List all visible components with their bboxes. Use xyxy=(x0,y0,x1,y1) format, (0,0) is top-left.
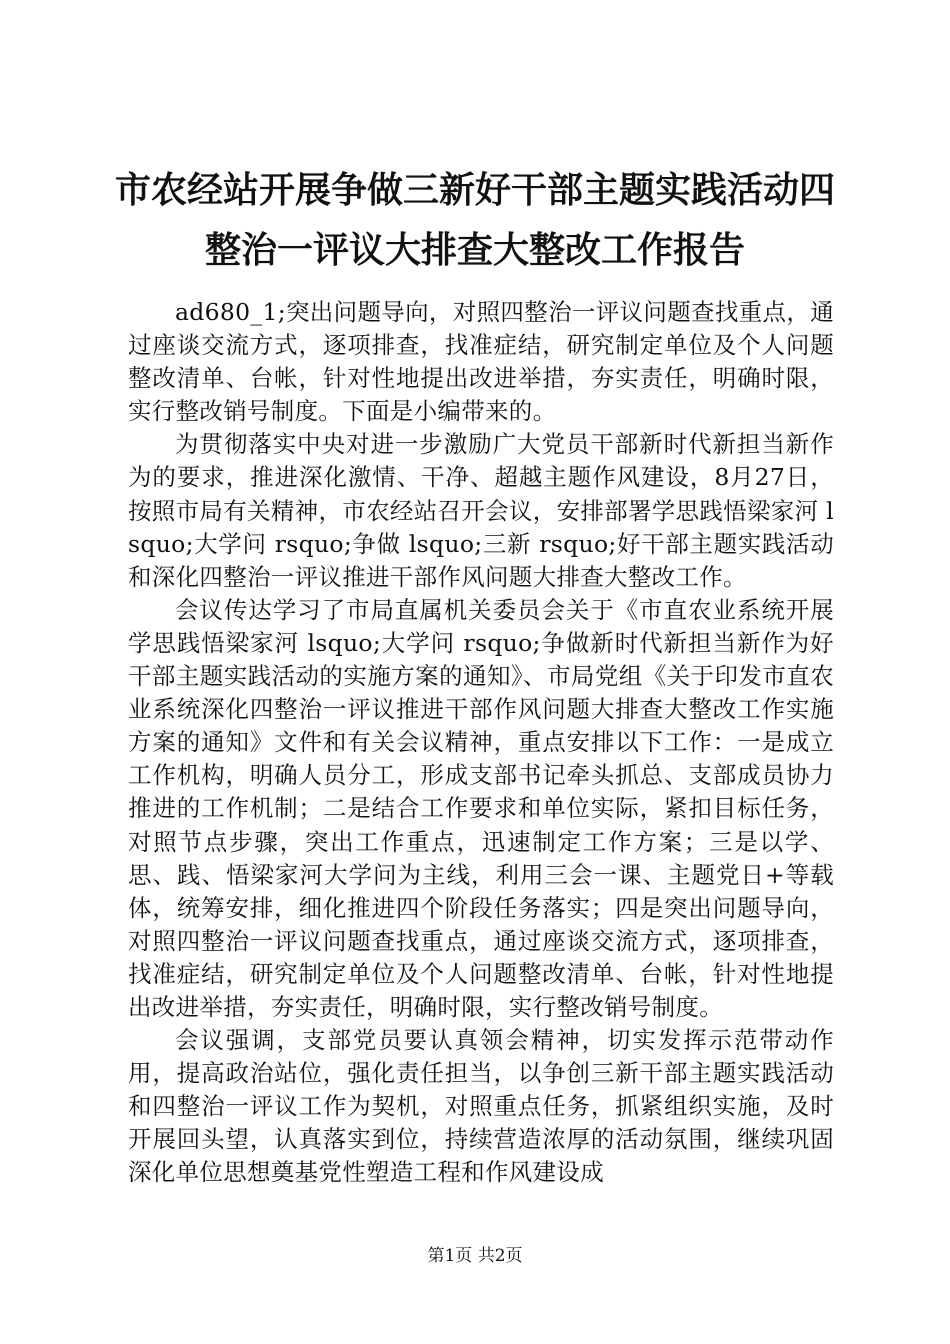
paragraph-background: 为贯彻落实中央对进一步激励广大党员干部新时代新担当新作为的要求，推进深化激情、干净、超越主题作风建设，8月27日，按照市局有关精神，市农经站召开会议，安排部署学思践悟梁家河 lsquo;大学问 rsquo;争做 lsquo;三新 rsquo;好干部主题实践活动和深化四整治一评议推进干部作风问题大排查大整改工作。 xyxy=(128,430,834,591)
page-number-footer: 第1页 共2页 xyxy=(427,1246,523,1266)
title-line-2: 整治一评议大排查大整改工作报告 xyxy=(204,229,745,271)
title-line-1: 市农经站开展争做三新好干部主题实践活动四 xyxy=(114,169,835,211)
document-body xyxy=(128,296,834,1190)
paragraph-meeting-content: 会议传达学习了市局直属机关委员会关于《市直农业系统开展学思践悟梁家河 lsquo;大学问 rsquo;争做新时代新担当新作为好干部主题实践活动的实施方案的通知》、市局党组《关于印发市直农业系统深化四整治一评议推进干部作风问题大排查大整改工作实施方案的通知》文件和有关会议精神，重点安排以下工作：一是成立工作机构，明确人员分工，形成支部书记牵头抓总、支部成员协力推进的工作机制；二是结合工作要求和单位实际，紧扣目标任务，对照节点步骤，突出工作重点，迅速制定工作方案；三是以学、思、践、悟梁家河大学问为主线，利用三会一课、主题党日+等载体，统筹安排，细化推进四个阶段任务落实；四是突出问题导向，对照四整治一评议问题查找重点，通过座谈交流方式，逐项排查，找准症结，研究制定单位及个人问题整改清单、台帐，针对性地提出改进举措，夯实责任，明确时限，实行整改销号制度。 xyxy=(128,595,834,1021)
paragraph-meeting-emphasis: 会议强调，支部党员要认真领会精神，切实发挥示范带动作用，提高政治站位，强化责任担当，以争创三新干部主题实践活动和四整治一评议工作为契机，对照重点任务，抓紧组织实施，及时开展回头望，认真落实到位，持续营造浓厚的活动氛围，继续巩固深化单位思想奠基党性塑造工程和作风建设成 xyxy=(128,1026,834,1187)
document-title xyxy=(100,160,850,280)
paragraph-intro: ad680_1;突出问题导向，对照四整治一评议问题查找重点，通过座谈交流方式，逐项排查，找准症结，研究制定单位及个人问题整改清单、台帐，针对性地提出改进举措，夯实责任，明确时限，实行整改销号制度。下面是小编带来的。 xyxy=(128,298,834,426)
